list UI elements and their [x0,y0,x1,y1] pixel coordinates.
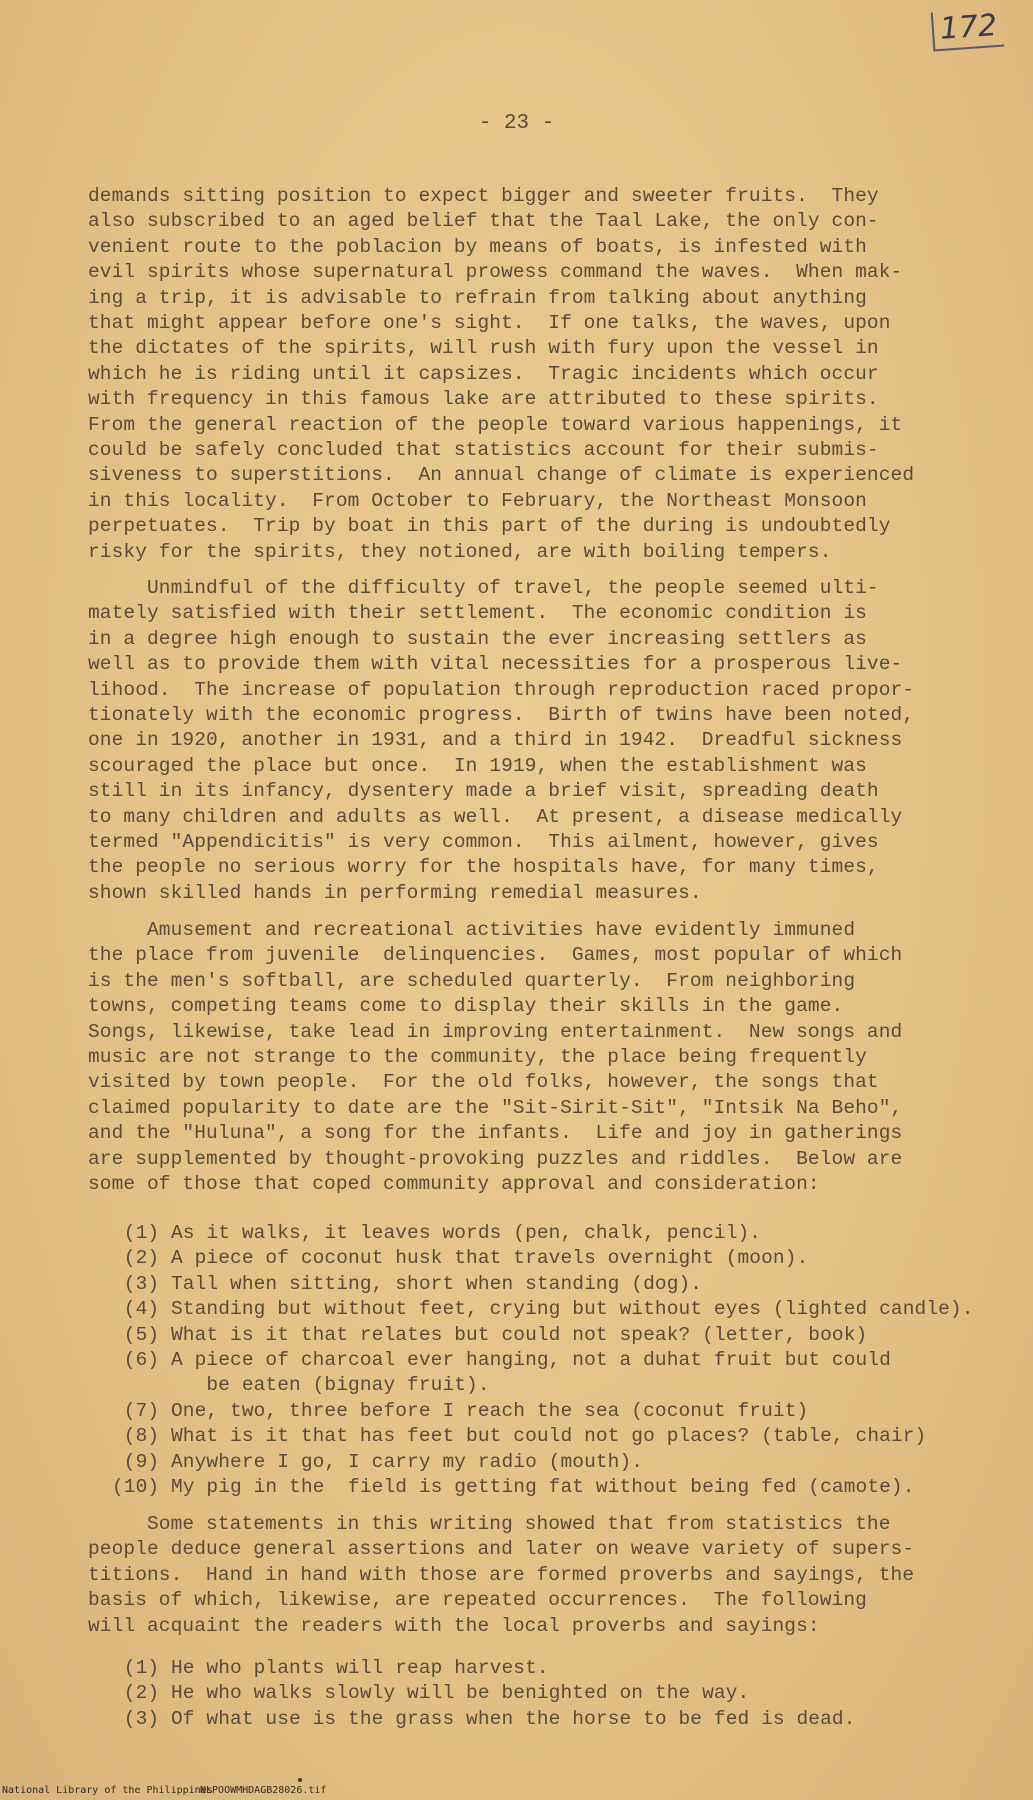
handwritten-folio-number: 172 [930,8,1004,52]
ink-speck [298,1778,302,1782]
page-number: - 23 - [478,112,555,135]
proverbs-list: (1) He who plants will reap harvest. (2) He who walks slowly will be benighted on the way. (3) Of what use is the grass when the horse to be fed is dead. [123,1657,856,1730]
footer-file-name: NLPOOWMHDAGB28026.tif [200,1785,327,1796]
riddles-list: (1) As it walks, it leaves words (pen, chalk, pencil). (2) A piece of coconut husk that travels overnight (moon). (3) Tall when sitting, short when standing (dog). (4) Standing but without feet, crying but without eyes (lighted candle). (5) What is it that relates but could not speak? (letter, book) (6) A piece of charcoal ever hanging, not a duhat fruit but could be eaten (bignay fruit). (7) One, two, three before I reach the sea (coconut fruit) (8) What is it that has feet but could not go places? (table, chair) (9) Anywhere I go, I carry my radio (mouth). (10) My pig in the field is getting fat without being fed (camote). [112,1222,974,1499]
paragraph-taal-lake-beliefs: demands sitting position to expect bigger and sweeter fruits. They also subscribed to an aged belief that the Taal Lake, the only con- venient route to the poblacion by means of boats, is infested with evil spirits whose supernatural prowess command the waves. When mak- ing a trip, it is advisable to refrain from talking about anything that might appear before one's sight. If one talks, the waves, upon the dictates of the spirits, will rush with fury upon the vessel in which he is riding until it capsizes. Tragic incidents which occur with frequency in this famous lake are attributed to these spirits. From the general reaction of the people toward various happenings, it could be safely concluded that statistics account for their submis- siveness to superstitions. An annual change of climate is experienced in this locality. From October to February, the Northeast Monsoon perpetuates. Trip by boat in this part of the during is undoubtedly risky for the spirits, they notioned, are with boiling tempers. [88,185,915,563]
footer-library-name: National Library of the Philippines [2,1785,213,1796]
paragraph-economic-condition: Unmindful of the difficulty of travel, the people seemed ulti- mately satisfied with their settlement. The economic condition is in a degree high enough to sustain the ever increasing settlers as well as to provide them with vital necessities for a prosperous live- lihood. The increase of population through reproduction raced propor- tionately with the economic progress. Birth of twins have been noted, one in 1920, another in 1931, and a third in 1942. Dreadful sickness scouraged the place but once. In 1919, when the establishment was still in its infancy, dysentery made a brief visit, spreading death to many children and adults as well. At present, a disease medically termed "Appendicitis" is very common. This ailment, however, gives the people no serious worry for the hospitals have, for many times, shown skilled hands in performing remedial measures. [88,577,915,904]
paragraph-amusement-recreation: Amusement and recreational activities have evidently immuned the place from juvenile delinquencies. Games, most popular of which is the men's softball, are scheduled quarterly. From neighboring towns, competing teams come to display their skills in the game. Songs, likewise, take lead in improving entertainment. New songs and music are not strange to the community, the place being frequently visited by town people. For the old folks, however, the songs that claimed popularity to date are the "Sit-Sirit-Sit", "Intsik Na Beho", and the "Huluna", a song for the infants. Life and joy in gatherings are supplemented by thought-provoking puzzles and riddles. Below are some of those that coped community approval and consideration: [88,919,903,1196]
paragraph-proverbs-intro: Some statements in this writing showed that from statistics the people deduce general assertions and later on weave variety of supers- titions. Hand in hand with those are formed proverbs and sayings, the basis of which, likewise, are repeated occurrences. The following will acquaint the readers with the local proverbs and sayings: [88,1513,915,1637]
